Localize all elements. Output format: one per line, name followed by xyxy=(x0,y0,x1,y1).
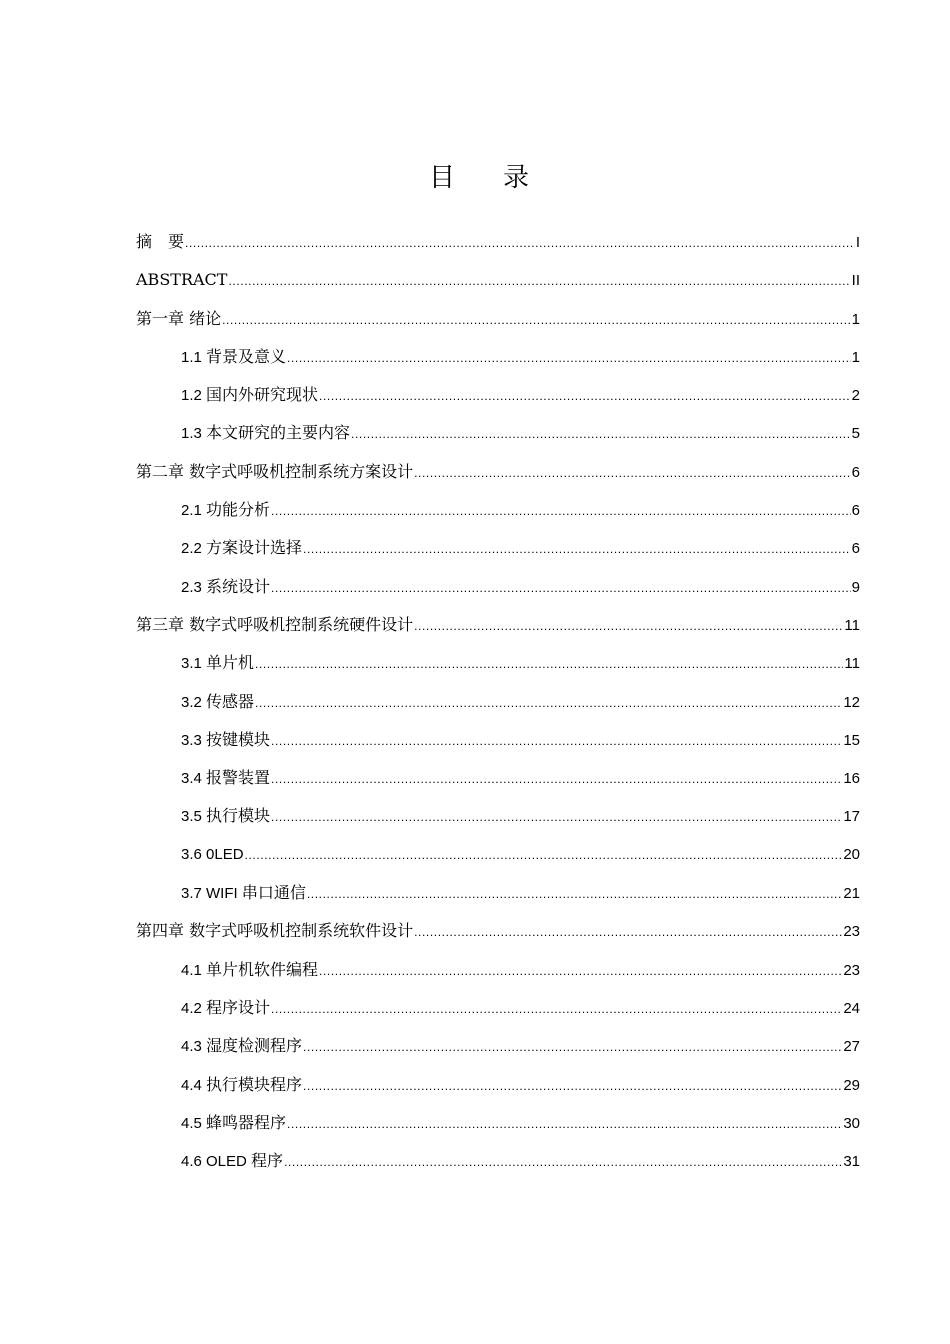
toc-list xyxy=(136,223,860,1180)
toc-entry[interactable] xyxy=(136,644,860,682)
toc-entry-text: ABSTRACT xyxy=(136,270,228,290)
toc-entry-label xyxy=(181,989,270,1028)
toc-entry-page: 12 xyxy=(843,693,860,711)
toc-entry-number: 3.4 xyxy=(181,770,207,788)
toc-entry-page: 27 xyxy=(843,1038,860,1056)
dot-leader xyxy=(414,607,843,645)
toc-entry[interactable] xyxy=(136,491,860,529)
toc-entry-label xyxy=(181,1142,283,1181)
toc-entry-number: 3.2 xyxy=(181,693,207,711)
toc-entry-number: 3.1 xyxy=(181,655,207,673)
toc-entry-number: 3.7 WIFI xyxy=(181,885,242,903)
toc-entry[interactable] xyxy=(136,683,860,721)
dot-leader xyxy=(228,262,850,300)
toc-entry-text: 报警装置 xyxy=(206,768,271,788)
toc-entry[interactable] xyxy=(136,836,860,874)
toc-entry-page: 17 xyxy=(843,808,860,826)
toc-entry-page: 24 xyxy=(843,999,860,1017)
toc-entry-text: 程序设计 xyxy=(206,997,271,1017)
toc-entry-page: I xyxy=(855,234,860,251)
toc-entry-page: 11 xyxy=(844,616,860,634)
toc-entry-label xyxy=(136,300,221,339)
toc-entry-text: 本文研究的主要内容 xyxy=(206,423,351,443)
toc-entry-text: 第三章 数字式呼吸机控制系统硬件设计 xyxy=(136,614,414,634)
toc-entry-page: 23 xyxy=(843,923,860,941)
toc-entry-page: 29 xyxy=(843,1076,860,1094)
dot-leader xyxy=(284,1143,842,1181)
dot-leader xyxy=(185,224,855,262)
toc-entry-label xyxy=(181,759,270,798)
toc-entry-number: 2.1 xyxy=(181,502,207,520)
toc-entry[interactable] xyxy=(136,1104,860,1142)
toc-entry[interactable] xyxy=(136,1066,860,1104)
toc-entry[interactable] xyxy=(136,568,860,606)
toc-entry[interactable] xyxy=(136,529,860,567)
toc-entry-text: 第二章 数字式呼吸机控制系统方案设计 xyxy=(136,461,414,481)
toc-entry-text: 第一章 绪论 xyxy=(136,308,222,328)
toc-entry-text: 按键模块 xyxy=(206,729,271,749)
dot-leader xyxy=(271,798,842,836)
dot-leader xyxy=(414,454,851,492)
dot-leader xyxy=(255,645,843,683)
toc-entry-text: 单片机软件编程 xyxy=(206,959,319,979)
dot-leader xyxy=(255,684,842,722)
toc-entry-number: 4.4 xyxy=(181,1076,207,1094)
toc-entry-label xyxy=(136,261,227,300)
toc-entry-label xyxy=(181,683,254,722)
toc-entry-label xyxy=(181,1027,302,1066)
toc-entry-number: 1.1 xyxy=(181,348,207,366)
toc-entry-text: 方案设计选择 xyxy=(206,538,303,558)
toc-entry-page: 30 xyxy=(843,1114,860,1132)
toc-entry-number: 4.6 OLED xyxy=(181,1153,252,1171)
toc-entry-page: II xyxy=(851,272,860,290)
toc-entry-number: 1.3 xyxy=(181,425,207,443)
dot-leader xyxy=(271,492,851,530)
toc-entry-label xyxy=(181,529,302,568)
toc-entry-label xyxy=(181,721,270,760)
toc-entry-text: 程序 xyxy=(251,1151,284,1171)
toc-entry-text: 湿度检测程序 xyxy=(206,1036,303,1056)
toc-entry-page: 20 xyxy=(843,845,860,863)
toc-entry-label xyxy=(181,951,318,990)
toc-entry[interactable] xyxy=(136,1027,860,1065)
toc-entry-text: 传感器 xyxy=(206,691,255,711)
dot-leader xyxy=(271,990,842,1028)
toc-entry-page: 1 xyxy=(851,310,860,328)
toc-entry-page: 11 xyxy=(844,655,860,673)
toc-entry-text: 蜂鸣器程序 xyxy=(206,1112,287,1132)
toc-entry[interactable] xyxy=(136,951,860,989)
dot-leader xyxy=(303,1028,842,1066)
toc-entry-number: 1.2 xyxy=(181,387,207,405)
toc-entry-number: 4.5 xyxy=(181,1114,207,1132)
dot-leader xyxy=(303,530,851,568)
toc-title: 目录 xyxy=(428,163,577,193)
toc-entry[interactable] xyxy=(136,453,860,491)
toc-entry[interactable] xyxy=(136,721,860,759)
toc-entry-label xyxy=(181,874,306,913)
toc-entry-page: 15 xyxy=(843,731,860,749)
toc-entry-label xyxy=(136,453,413,492)
dot-leader xyxy=(271,760,842,798)
toc-entry-label xyxy=(181,338,286,377)
toc-entry-label xyxy=(181,414,350,453)
toc-entry[interactable] xyxy=(136,797,860,835)
toc-entry-text: 国内外研究现状 xyxy=(206,385,319,405)
toc-entry-text: 系统设计 xyxy=(206,576,271,596)
toc-entry[interactable] xyxy=(136,223,860,261)
toc-entry-page: 31 xyxy=(843,1153,860,1171)
dot-leader xyxy=(414,913,842,951)
dot-leader xyxy=(271,722,842,760)
toc-entry-text: 单片机 xyxy=(206,653,255,673)
toc-entry-number: 2.2 xyxy=(181,540,207,558)
toc-entry[interactable] xyxy=(136,759,860,797)
toc-entry-page: 16 xyxy=(843,770,860,788)
dot-leader xyxy=(287,1105,842,1143)
toc-entry-text: 串口通信 xyxy=(241,883,306,903)
toc-entry-page: 23 xyxy=(843,961,860,979)
toc-entry-label xyxy=(181,376,318,415)
toc-entry[interactable] xyxy=(136,912,860,950)
dot-leader xyxy=(222,301,851,339)
toc-entry-number: 3.3 xyxy=(181,731,207,749)
toc-entry-number: 2.3 xyxy=(181,578,207,596)
dot-leader xyxy=(351,415,851,453)
toc-entry-page: 9 xyxy=(851,578,860,596)
toc-entry[interactable] xyxy=(136,1142,860,1180)
toc-entry-text: 摘 要 xyxy=(136,232,185,251)
dot-leader xyxy=(271,569,851,607)
toc-entry-page: 6 xyxy=(851,502,860,520)
toc-entry[interactable] xyxy=(136,606,860,644)
toc-entry-page: 1 xyxy=(851,348,860,366)
toc-entry-text: 执行模块 xyxy=(206,806,271,826)
toc-entry-label xyxy=(181,797,270,836)
toc-entry-label xyxy=(181,568,270,607)
toc-entry-page: 21 xyxy=(843,885,860,903)
toc-entry-label xyxy=(181,1066,302,1105)
toc-entry-label xyxy=(181,491,270,530)
dot-leader xyxy=(245,836,843,874)
toc-entry-text: 执行模块程序 xyxy=(206,1074,303,1094)
toc-entry-number: 3.6 0LED xyxy=(181,845,244,863)
toc-entry[interactable] xyxy=(136,376,860,414)
toc-entry[interactable] xyxy=(136,261,860,299)
toc-entry-label xyxy=(136,606,413,645)
toc-entry-number: 4.2 xyxy=(181,999,207,1017)
toc-entry-page: 2 xyxy=(851,387,860,405)
toc-entry-page: 6 xyxy=(851,463,860,481)
toc-entry[interactable] xyxy=(136,989,860,1027)
toc-entry[interactable] xyxy=(136,874,860,912)
dot-leader xyxy=(319,952,842,990)
toc-entry-number: 4.3 xyxy=(181,1038,207,1056)
toc-entry[interactable] xyxy=(136,414,860,452)
dot-leader xyxy=(303,1067,842,1105)
toc-entry[interactable] xyxy=(136,300,860,338)
toc-entry-label xyxy=(136,912,413,951)
toc-entry-label xyxy=(181,836,244,874)
toc-entry-label xyxy=(181,1104,286,1143)
toc-entry[interactable] xyxy=(136,338,860,376)
toc-entry-number: 4.1 xyxy=(181,961,207,979)
toc-entry-page: 5 xyxy=(851,425,860,443)
toc-entry-page: 6 xyxy=(851,540,860,558)
dot-leader xyxy=(319,377,851,415)
dot-leader xyxy=(287,339,851,377)
toc-entry-text: 功能分析 xyxy=(206,500,271,520)
toc-entry-text: 背景及意义 xyxy=(206,346,287,366)
toc-entry-label xyxy=(136,223,184,262)
toc-entry-number: 3.5 xyxy=(181,808,207,826)
toc-entry-text: 第四章 数字式呼吸机控制系统软件设计 xyxy=(136,921,414,941)
toc-entry-label xyxy=(181,644,254,683)
dot-leader xyxy=(307,875,842,913)
